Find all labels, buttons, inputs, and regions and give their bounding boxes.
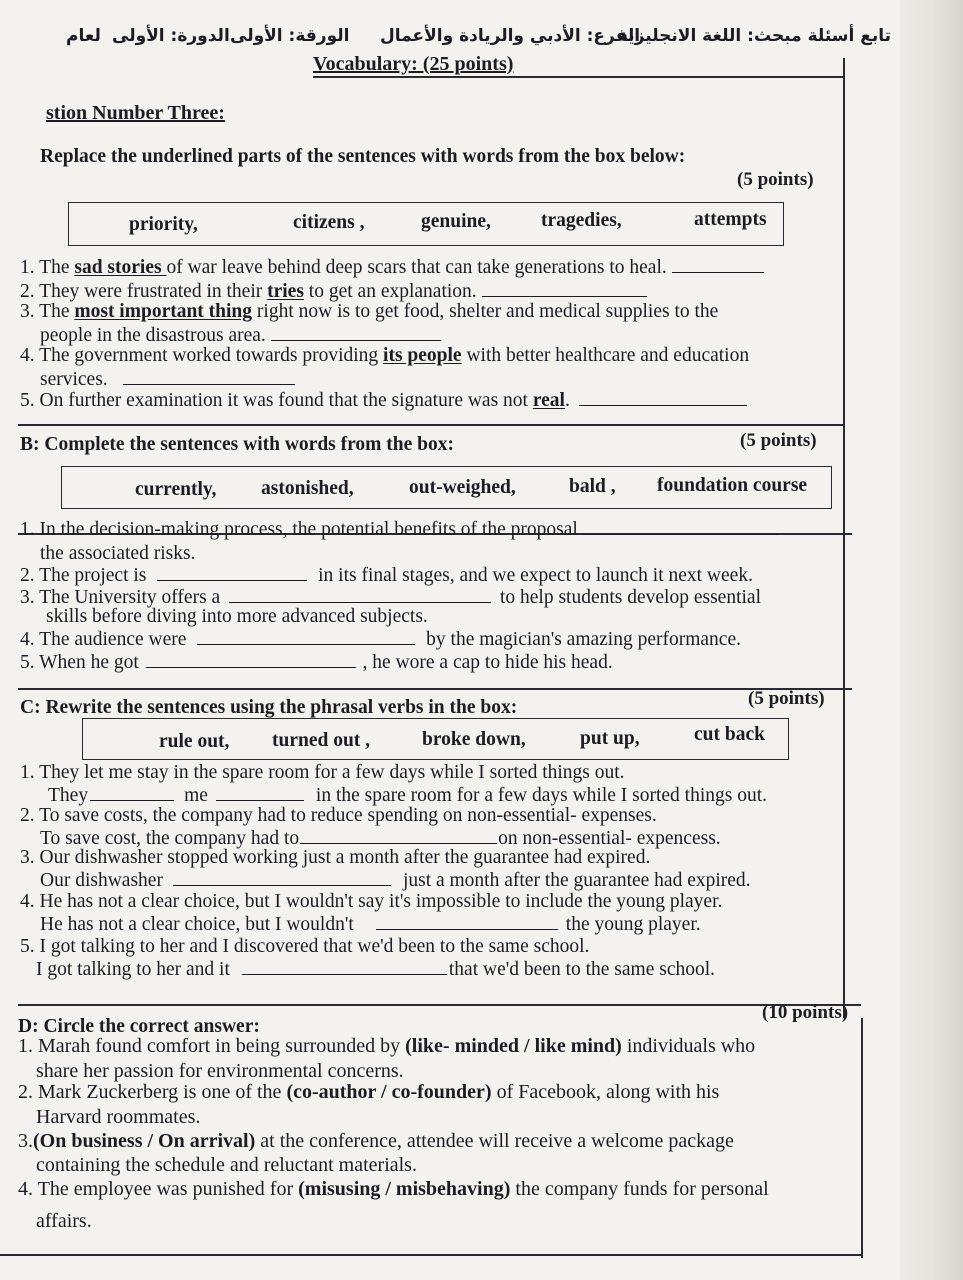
frame-right-border xyxy=(843,58,845,1018)
word-box-item: currently, xyxy=(135,479,217,500)
word-box-item: out-weighed, xyxy=(409,477,516,498)
answer-blank[interactable] xyxy=(216,786,304,801)
a-item-3-cont: people in the disastrous area. xyxy=(40,325,441,347)
b-item-3-cont: skills before diving into more advanced subjects. xyxy=(46,606,428,627)
answer-blank[interactable] xyxy=(90,786,174,801)
answer-blank[interactable] xyxy=(300,829,497,844)
c-item-5: 5. I got talking to her and I discovered that we'd been to the same school. xyxy=(20,936,590,957)
a-item-4: 4. The government worked towards providing its people with better healthcare and education xyxy=(20,345,750,366)
c-item-2: 2. To save costs, the company had to reduce spending on non-essential- expenses. xyxy=(20,805,657,826)
frame-top-border xyxy=(313,76,844,78)
a-item-1: 1. The sad stories of war leave behind deep scars that can take generations to heal. xyxy=(20,257,764,279)
answer-blank[interactable] xyxy=(583,520,778,535)
answer-blank[interactable] xyxy=(146,653,356,668)
section-c-title: C: Rewrite the sentences using the phrasal verbs in the box: xyxy=(20,697,518,718)
section-a-instruction: Replace the underlined parts of the sentences with words from the box below: xyxy=(40,146,686,167)
question-title: stion Number Three: xyxy=(46,102,225,124)
answer-blank[interactable] xyxy=(123,370,295,385)
word-box-item: astonished, xyxy=(261,478,354,499)
a-item-5: 5. On further examination it was found that the signature was not real. xyxy=(20,390,747,412)
section-d-points: (10 points) xyxy=(762,1002,849,1023)
answer-blank[interactable] xyxy=(197,630,415,645)
c-item-3: 3. Our dishwasher stopped working just a month after the guarantee had expired. xyxy=(20,847,651,868)
d-item-4: 4. The employee was punished for (misusing / misbehaving) the company funds for personal xyxy=(18,1178,769,1200)
header-year: لعام xyxy=(66,26,101,46)
answer-blank[interactable] xyxy=(173,871,391,886)
a-item-3: 3. The most important thing right now is to get food, shelter and medical supplies to the xyxy=(20,301,719,322)
word-box-item: bald , xyxy=(569,476,616,497)
section-d-title: D: Circle the correct answer: xyxy=(18,1016,260,1037)
word-box-item: citizens , xyxy=(293,212,365,233)
word-box-item: put up, xyxy=(580,728,640,749)
section-c-word-box xyxy=(82,718,789,760)
a-item-4-cont: services. xyxy=(40,369,295,391)
answer-blank[interactable] xyxy=(242,960,447,975)
word-box-item: tragedies, xyxy=(541,210,622,231)
frame-divider-c xyxy=(18,688,852,690)
answer-blank[interactable] xyxy=(229,588,491,603)
frame-right-border-lower xyxy=(861,1018,863,1258)
section-b-points: (5 points) xyxy=(740,430,817,451)
b-item-2: 2. The project is in its final stages, and we expect to launch it next week. xyxy=(20,565,753,586)
d-item-1: 1. Marah found comfort in being surrounded by (like- minded / like mind) individuals who xyxy=(18,1035,756,1057)
b-item-1-cont: the associated risks. xyxy=(40,543,196,564)
a-item-2: 2. They were frustrated in their tries to get an explanation. xyxy=(20,281,647,303)
frame-divider-a xyxy=(18,424,843,426)
answer-blank[interactable] xyxy=(376,915,558,930)
d-item-4-cont: affairs. xyxy=(36,1210,92,1232)
c-item-2-answer: To save cost, the company had to on non-essential- expencess. xyxy=(40,828,721,849)
frame-bottom-border xyxy=(0,1254,862,1256)
word-box-item: cut back xyxy=(694,724,765,745)
c-item-1-answer: They me in the spare room for a few days while I sorted things out. xyxy=(48,785,768,806)
frame-divider-d xyxy=(18,1004,861,1006)
answer-blank[interactable] xyxy=(157,566,307,581)
b-item-3: 3. The University offers a to help students develop essential xyxy=(20,587,761,608)
section-a-points: (5 points) xyxy=(737,169,814,190)
d-item-2-cont: Harvard roommates. xyxy=(36,1106,201,1128)
header-paper: الورقة: الأولى xyxy=(230,26,350,46)
section-a-word-box xyxy=(68,202,784,246)
word-box-item: foundation course xyxy=(657,475,808,496)
page-title: Vocabulary: (25 points) xyxy=(313,53,514,75)
c-item-4: 4. He has not a clear choice, but I wouldn't say it's impossible to include the young player. xyxy=(20,891,723,912)
word-box-item: turned out , xyxy=(272,730,371,751)
d-item-3: 3.(On business / On arrival) at the conference, attendee will receive a welcome package xyxy=(18,1130,734,1152)
answer-blank[interactable] xyxy=(271,326,441,341)
header-session: الدورة: الأولى xyxy=(112,26,230,46)
word-box-item: genuine, xyxy=(421,211,491,232)
c-item-3-answer: Our dishwasher just a month after the guarantee had expired. xyxy=(40,870,751,891)
word-box-item: broke down, xyxy=(422,729,526,750)
answer-blank[interactable] xyxy=(482,282,647,297)
d-item-2: 2. Mark Zuckerberg is one of the (co-author / co-founder) of Facebook, along with his xyxy=(18,1081,720,1103)
answer-blank[interactable] xyxy=(672,258,764,273)
b-item-4: 4. The audience were by the magician's amazing performance. xyxy=(20,629,741,650)
header-branch: الفرع: الأدبي والريادة والأعمال xyxy=(380,26,641,46)
c-item-1: 1. They let me stay in the spare room for a few days while I sorted things out. xyxy=(20,762,625,783)
c-item-5-answer: I got talking to her and it that we'd been to the same school. xyxy=(36,959,716,980)
d-item-1-cont: share her passion for environmental concerns. xyxy=(36,1060,404,1082)
section-c-points: (5 points) xyxy=(748,688,825,709)
word-box-item: priority, xyxy=(129,214,198,235)
b-item-5: 5. When he got , he wore a cap to hide his head. xyxy=(20,652,613,673)
b-item-1: 1. In the decision-making process, the potential benefits of the proposal xyxy=(20,519,778,541)
word-box-item: rule out, xyxy=(159,731,230,752)
c-item-4-answer: He has not a clear choice, but I wouldn't the young player. xyxy=(40,914,701,935)
d-item-3-cont: containing the schedule and reluctant materials. xyxy=(36,1154,417,1176)
adjacent-page-edge xyxy=(900,0,963,1280)
word-box-item: attempts xyxy=(694,209,767,230)
section-b-word-box xyxy=(61,466,832,509)
section-b-title: B: Complete the sentences with words from the box: xyxy=(20,434,454,455)
answer-blank[interactable] xyxy=(579,391,747,406)
header-subject: تابع أسئلة مبحث: اللغة الانجليزية xyxy=(618,26,892,46)
